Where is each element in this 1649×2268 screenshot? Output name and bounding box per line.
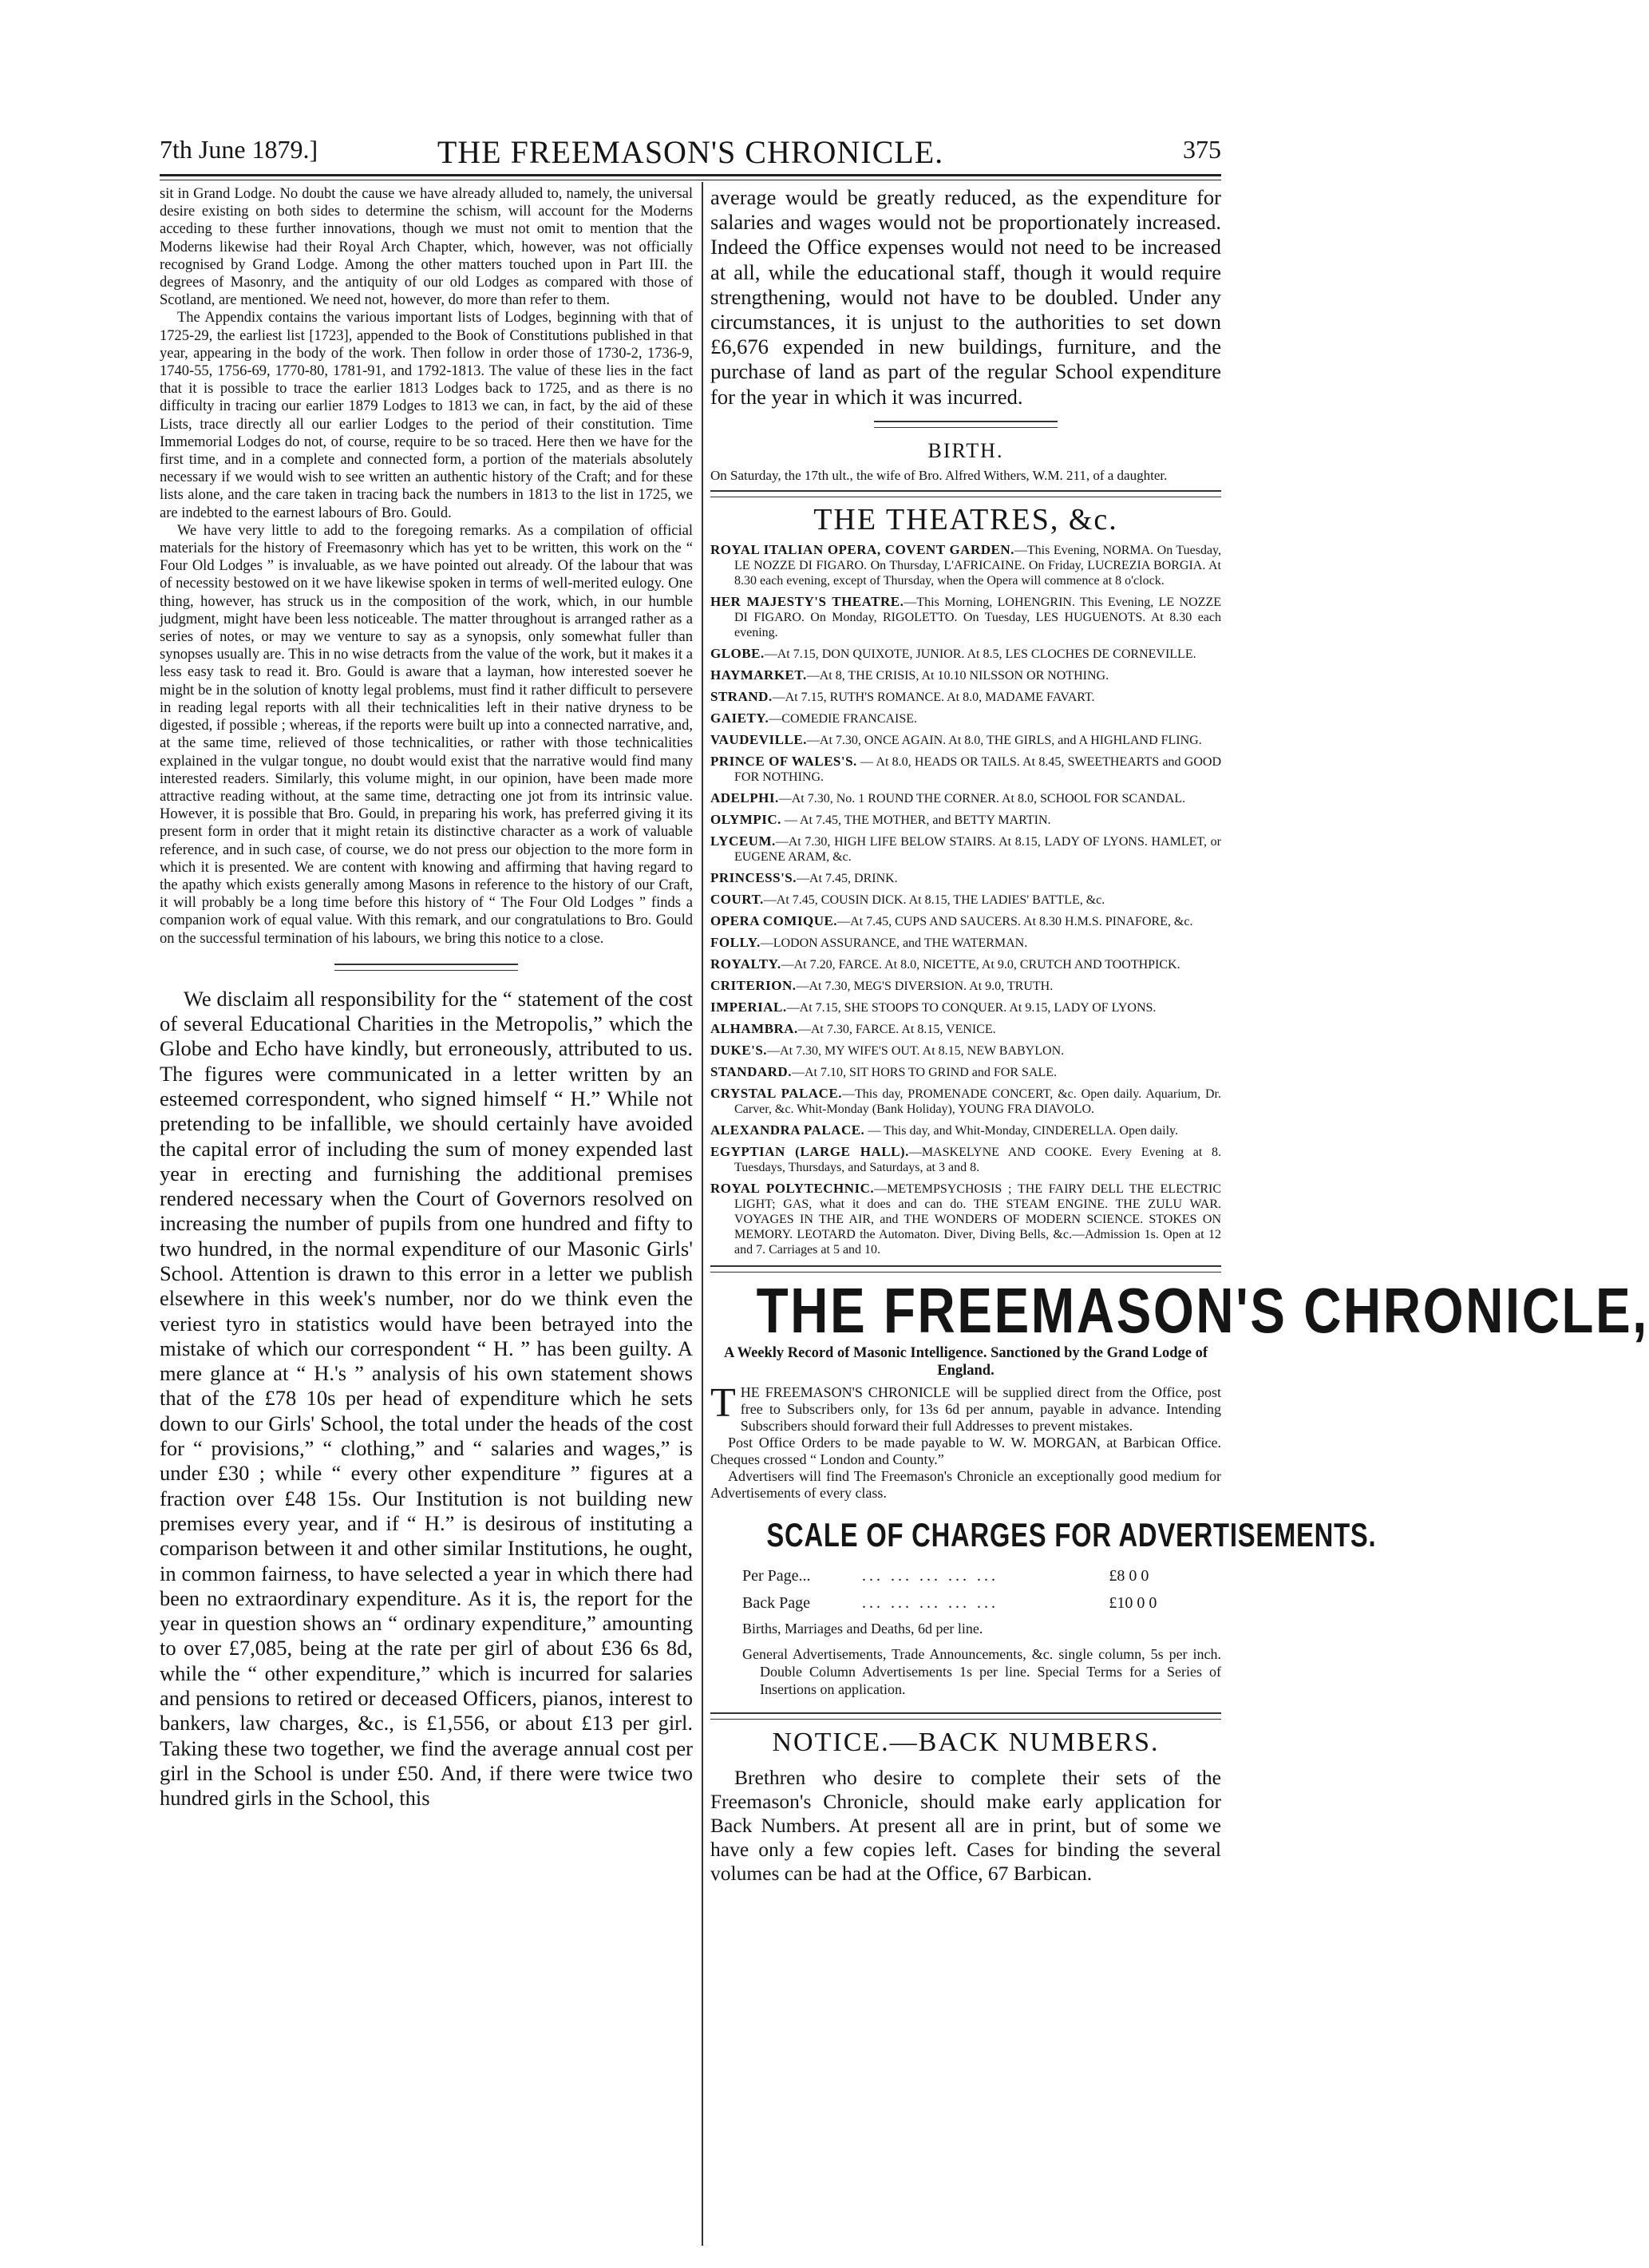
- subscription-info: [710, 1379, 1221, 1502]
- theatre-name: IMPERIAL.: [710, 999, 787, 1015]
- theatre-text: —METEMPSYCHOSIS ; THE FAIRY DELL THE ELECTRIC LIGHT; GAS, what it does and can do. THE STEAM ENGINE. THE ZULU WAR. VOYAGES IN THE AIR, and THE WONDERS OF MODERN SCIENCE. STOKES ON MEMORY. LEOTARD the Automaton. Diver, Diving Bells, &c.—Admission 1s. Open at 12 and 7. Carriages at 5 and 10.: [734, 1181, 1221, 1257]
- theatre-name: ALEXANDRA PALACE.: [710, 1122, 865, 1138]
- notice-body: [710, 1766, 1221, 1886]
- theatre-name: VAUDEVILLE.: [710, 731, 807, 747]
- advertisers-text: Advertisers will find The Freemason's Chronicle an exceptionally good medium for Advertisements of every class.: [710, 1467, 1221, 1501]
- theatre-name: GAIETY.: [710, 710, 769, 726]
- theatre-entry: [710, 978, 1221, 994]
- scale-heading: SCALE OF CHARGES FOR ADVERTISEMENTS.: [766, 1515, 1377, 1554]
- theatre-entry: [710, 956, 1221, 972]
- section-separator: [334, 964, 518, 971]
- theatre-text: —At 7.30, HIGH LIFE BELOW STAIRS. At 8.15, LADY OF LYONS. HAMLET, or EUGENE ARAM, &c.: [734, 834, 1221, 864]
- subscription-text: [710, 1379, 1221, 1435]
- theatre-entry: [710, 1144, 1221, 1175]
- masthead: THE FREEMASON'S CHRONICLE,: [756, 1274, 1649, 1346]
- theatre-name: LYCEUM.: [710, 833, 776, 849]
- theatre-entry: [710, 870, 1221, 886]
- theatre-entry: [710, 999, 1221, 1015]
- theatre-entry: [710, 833, 1221, 865]
- theatre-name: STRAND.: [710, 688, 773, 704]
- theatre-listings: [710, 542, 1221, 1257]
- birth-notice: [710, 468, 1221, 484]
- theatre-text: —This Morning, LOHENGRIN. This Evening, LE NOZZE DI FIGARO. On Monday, RIGOLETTO. On Tuesday, LES HUGUENOTS. At 8.30 each evening.: [734, 595, 1222, 639]
- theatre-entry: [710, 710, 1221, 726]
- section-separator: [710, 490, 1221, 497]
- review-paragraph: The Appendix contains the various important lists of Lodges, beginning with that of 1725-29, the earliest list [1723], appended to the Book of Constitutions published in that year, appearing in the body of the work. Then follow in order those of 1730-2, 1736-9, 1740-55, 1756-69, 1770-80, 1781-91, and 1792-1813. The value of these lies in the fact that it is possible to trace the earlier 1813 Lodges back to 1725, and as there is no difficulty in tracing our earlier 1879 Lodges to 1813 we can, in fact, by the aid of these Lists, trace directly all our earlier Lodges to the period of their constitution. Time Immemorial Lodges do not, of course, require to be so traced. Here then we have for the first time, and in a complete and connected form, a portion of the materials absolutely necessary if we would wish to see written an authentic history of the Craft; and for these lists alone, and the care taken in tracing back the numbers in 1813 to the list in 1725, we are indebted to the earnest labours of Bro. Gould.: [160, 310, 693, 521]
- theatre-entry: [710, 646, 1221, 662]
- theatre-entry: [710, 1122, 1221, 1138]
- theatre-text: —At 7.45, CUPS AND SAUCERS. At 8.30 H.M.S. PINAFORE, &c.: [837, 914, 1193, 928]
- theatre-entry: [710, 812, 1221, 828]
- rate-dots: ... ... ... ... ...: [862, 1593, 998, 1612]
- theatre-text: —This Evening, NORMA. On Tuesday, LE NOZZE DI FIGARO. On Thursday, L'AFRICAINE. On Friday, LUCREZIA BORGIA. At 8.30 each evening, except of Thursday, when the Opera will commence at 8 o'clock.: [734, 543, 1221, 588]
- left-column: [160, 185, 693, 1811]
- theatre-entry: [710, 667, 1221, 683]
- charities-article: [160, 987, 693, 1811]
- birth-text: On Saturday, the 17th ult., the wife of Bro. Alfred Withers, W.M. 211, of a daughter.: [710, 467, 1168, 483]
- theatre-entry: [710, 754, 1221, 785]
- theatre-name: HAYMARKET.: [710, 667, 807, 683]
- theatre-entry: [710, 1086, 1221, 1117]
- theatre-text: —At 7.45, DRINK.: [797, 871, 898, 885]
- theatre-text: —At 7.20, FARCE. At 8.0, NICETTE, At 9.0, CRUTCH AND TOOTHPICK.: [781, 957, 1180, 972]
- theatre-name: GLOBE.: [710, 645, 765, 661]
- theatre-name: ROYAL ITALIAN OPERA, COVENT GARDEN.: [710, 541, 1014, 557]
- theatre-name: COURT.: [710, 891, 764, 907]
- section-separator: [874, 421, 1058, 428]
- rate-dots: ... ... ... ... ...: [862, 1566, 998, 1585]
- theatre-name: ROYAL POLYTECHNIC.: [710, 1180, 875, 1196]
- theatre-name: EGYPTIAN (LARGE HALL).: [710, 1143, 909, 1159]
- births-rate: Births, Marriages and Deaths, 6d per line.: [742, 1620, 983, 1637]
- theatre-text: — At 7.45, THE MOTHER, and BETTY MARTIN.: [781, 813, 1051, 827]
- page-number: 375: [1183, 135, 1221, 164]
- theatre-name: DUKE'S.: [710, 1042, 768, 1058]
- theatre-text: — This day, and Whit-Monday, CINDERELLA. Open daily.: [864, 1123, 1178, 1138]
- theatre-name: ALHAMBRA.: [710, 1020, 798, 1036]
- theatre-name: CRYSTAL PALACE.: [710, 1085, 842, 1101]
- rate-amount: £10 0 0: [1109, 1593, 1157, 1612]
- page-header: [160, 130, 1221, 172]
- theatre-entry: [710, 732, 1221, 748]
- theatre-name: FOLLY.: [710, 934, 761, 950]
- theatre-text: —At 7.15, SHE STOOPS TO CONQUER. At 9.15, LADY OF LYONS.: [786, 1000, 1157, 1015]
- theatre-entry: [710, 790, 1221, 806]
- theatre-text: —At 7.15, RUTH'S ROMANCE. At 8.0, MADAME FAVART.: [772, 690, 1095, 704]
- theatre-entry: [710, 689, 1221, 705]
- theatre-text: —This day, PROMENADE CONCERT, &c. Open daily. Aquarium, Dr. Carver, &c. Whit-Monday (Bank Holiday), YOUNG FRA DIAVOLO.: [734, 1087, 1221, 1116]
- drop-cap: T: [710, 1379, 736, 1426]
- theatre-text: —MASKELYNE AND COOKE. Every Evening at 8. Tuesdays, Thursdays, and Saturdays, at 3 and 8.: [734, 1145, 1221, 1174]
- theatre-text: — At 8.0, HEADS OR TAILS. At 8.45, SWEETHEARTS and GOOD FOR NOTHING.: [734, 754, 1221, 784]
- theatre-name: STANDARD.: [710, 1063, 792, 1079]
- theatre-name: HER MAJESTY'S THEATRE.: [710, 593, 904, 609]
- rate-label: Back Page: [742, 1593, 810, 1612]
- review-article: [160, 185, 693, 948]
- masthead-subtitle: A Weekly Record of Masonic Intelligence. Sanctioned by the Grand Lodge of England.: [723, 1344, 1208, 1379]
- rate-table: [710, 1562, 1221, 1617]
- column-divider: [702, 182, 703, 2246]
- theatre-text: —At 7.30, MEG'S DIVERSION. At 9.0, TRUTH.: [796, 979, 1054, 993]
- rate-label: Per Page...: [742, 1566, 811, 1585]
- theatre-name: OPERA COMIQUE.: [710, 912, 838, 928]
- theatre-name: OLYMPIC.: [710, 811, 781, 827]
- theatre-text: —At 7.30, No. 1 ROUND THE CORNER. At 8.0, SCHOOL FOR SCANDAL.: [778, 791, 1186, 805]
- notice-heading: NOTICE.—BACK NUMBERS.: [772, 1727, 1160, 1757]
- section-separator: [710, 1265, 1221, 1273]
- theatre-name: PRINCE OF WALES'S.: [710, 753, 857, 769]
- birth-heading: BIRTH.: [927, 438, 1004, 462]
- theatre-entry: [710, 1021, 1221, 1037]
- rate-row: [710, 1562, 1221, 1589]
- theatre-text: —At 7.30, MY WIFE'S OUT. At 8.15, NEW BABYLON.: [767, 1043, 1065, 1058]
- theatre-name: CRITERION.: [710, 977, 797, 993]
- theatre-text: —At 7.15, DON QUIXOTE, JUNIOR. At 8.5, LES CLOCHES DE CORNEVILLE.: [764, 647, 1196, 661]
- post-office-text: Post Office Orders to be made payable to W. W. MORGAN, at Barbican Office. Cheques crossed “ London and County.”: [710, 1434, 1221, 1467]
- theatre-text: —LODON ASSURANCE, and THE WATERMAN.: [760, 936, 1028, 950]
- review-paragraph: We have very little to add to the foregoing remarks. As a compilation of official materials for the history of Freemasonry which has yet to be written, this work on the “ Four Old Lodges ” is invaluable, as we have pointed out already. Of the labour that was of necessity bestowed on it we have likewise spoken in terms of well-merited eulogy. One thing, however, has struck us in the composition of the work, which, in our humble judgment, might have been less noticeable. The matter throughout is arranged rather as a series of notes, or may we venture to say as a synopsis, only somewhat fuller than synopses usually are. This in no wise detracts from the value of the work, but it makes it a less easy task to read it. Bro. Gould is aware that a layman, how interested soever he might be in the solution of knotty legal problems, must find it rather difficult to persevere in reading legal reports with all their technicalities left in their native dryness to be digested, if possible ; whereas, if the reports were built up into a connected narrative, and, at the same time, relieved of those technicalities, or rather with those technicalities explained in the vulgar tongue, no doubt would exist that the narrative would find many interested readers. Similarly, this volume might, in our opinion, have been made more attractive reading without, at the same time, detracting one jot from its intrinsic value. However, it is possible that Bro. Gould, in preparing his work, has preferred giving it its present form in order that it might retain its distinctive character as a work of valuable reference, and in such case, of course, we do not press our objection to the more form in which it is presented. We are content with knowing and affirming that having regard to the apathy which exists generally among Masons in reference to the history of our Craft, it will probably be a long time before this history of “ The Four Old Lodges ” finds a companion work of equal value. With this remark, and our congratulations to Bro. Gould on the successful termination of his labours, we bring this notice to a close.: [160, 522, 693, 947]
- theatre-entry: [710, 1043, 1221, 1059]
- charities-continuation: [710, 185, 1221, 410]
- theatre-text: —COMEDIE FRANCAISE.: [769, 711, 918, 726]
- theatre-name: ROYALTY.: [710, 956, 781, 972]
- theatre-text: —At 8, THE CRISIS, At 10.10 NILSSON OR NOTHING.: [806, 668, 1109, 683]
- theatre-entry: [710, 542, 1221, 588]
- header-rule: [160, 174, 1221, 176]
- charities-paragraph: We disclaim all responsibility for the “ statement of the cost of several Educational Charities in the Metropolis,” which the Globe and Echo have kindly, but erroneously, attributed to us. The figures were communicated in a letter written by an esteemed correspondent, who signed himself “ H.” While not pretending to be infallible, we should certainly have avoided the capital error of including the sum of money expended last year in erecting and furnishing the additional premises rendered necessary when the Court of Governors resolved on increasing the number of pupils from one hundred and fifty to two hundred, in the normal expenditure of our Masonic Girls' School. Attention is drawn to this error in a letter we publish elsewhere in this week's number, nor do we think even the veriest tyro in statistics would have been betrayed into the mistake of which our correspondent “ H. ” has been guilty. A mere glance at “ H.'s ” analysis of his own statement shows that of the £78 10s per head of expenditure which he sets down to our Girls' School, the total under the heads of the cost for “ provisions,” “ clothing,” and “ salaries and wages,” is under £30 ; while “ every other expenditure ” figures at a fraction over £48 15s. Our Institution is not building new premises every year, and if “ H.” is desirous of instituting a comparison between it and other similar Institutions, he ought, in common fairness, to have selected a year in which there had been no extraordinary expenditure. As it is, the report for the year in question shows an “ ordinary expenditure,” amounting to over £7,085, being at the rate per girl of about £36 6s 8d, while the “ other expenditure,” which is incurred for salaries and pensions to retired or deceased Officers, pianos, interest to bankers, law charges, &c., is £1,556, or about £13 per girl. Taking these two together, we find the average annual cost per girl in the School is under £50. And, if there were twice two hundred girls in the School, this: [160, 986, 693, 1811]
- general-ads-rate: General Advertisements, Trade Announcements, &c. single column, 5s per inch. Double Column Advertisements 1s per line. Special Terms for a Series of Insertions on application.: [742, 1645, 1221, 1697]
- theatre-text: —At 7.10, SIT HORS TO GRIND and FOR SALE.: [791, 1065, 1057, 1079]
- theatres-heading: THE THEATRES, &c.: [813, 502, 1118, 536]
- continuation-paragraph: average would be greatly reduced, as the expenditure for salaries and wages would not be proportionately increased. Indeed the Office expenses would not need to be increased at all, while the educational staff, though it would require strengthening, would not have to be doubled. Under any circumstances, it is unjust to the authorities to set down £6,676 expended in new buildings, furniture, and the purchase of land as part of the regular School expenditure for the year in which it was incurred.: [710, 185, 1221, 409]
- section-separator: [710, 1712, 1221, 1720]
- rate-amount: £8 0 0: [1109, 1566, 1149, 1585]
- subscription-body: HE FREEMASON'S CHRONICLE will be supplied direct from the Office, post free to Subscribers only, for 13s 6d per annum, payable in advance. Intending Subscribers should forward their full Addresses to prevent mistakes.: [740, 1383, 1221, 1434]
- theatre-text: —At 7.30, ONCE AGAIN. At 8.0, THE GIRLS, and A HIGHLAND FLING.: [806, 733, 1202, 747]
- publication-title: THE FREEMASON'S CHRONICLE.: [437, 134, 944, 170]
- theatre-text: —At 7.30, FARCE. At 8.15, VENICE.: [797, 1022, 996, 1036]
- issue-date: 7th June 1879.]: [160, 135, 318, 164]
- theatre-name: ADELPHI.: [710, 790, 779, 805]
- theatre-name: PRINCESS'S.: [710, 869, 797, 885]
- theatre-entry: [710, 935, 1221, 951]
- rate-row: [710, 1589, 1221, 1617]
- theatre-entry: [710, 1064, 1221, 1080]
- theatre-entry: [710, 594, 1221, 640]
- theatre-entry: [710, 1181, 1221, 1257]
- right-column: [710, 185, 1649, 1886]
- ad-terms: [710, 1620, 1221, 1698]
- theatre-entry: [710, 892, 1221, 908]
- theatre-entry: [710, 913, 1221, 929]
- theatre-text: —At 7.45, COUSIN DICK. At 8.15, THE LADIES' BATTLE, &c.: [763, 893, 1105, 907]
- review-paragraph: sit in Grand Lodge. No doubt the cause we have already alluded to, namely, the universal desire existing on both sides to determine the schism, will account for the Moderns acceding to these further innovations, though we must not omit to mention that the Moderns likewise had their Royal Arch Chapter, which, however, was not officially recognised by Grand Lodge. Among the other matters touched upon in Part III. the degrees of Masonry, and the antiquity of our old Lodges as compared with those of Scotland, are mentioned. We need not, however, do more than refer to them.: [160, 186, 693, 309]
- notice-text: Brethren who desire to complete their sets of the Freemason's Chronicle, should make early application for Back Numbers. At present all are in print, but of some we have only a few copies left. Cases for binding the several volumes can be had at the Office, 67 Barbican.: [710, 1765, 1221, 1885]
